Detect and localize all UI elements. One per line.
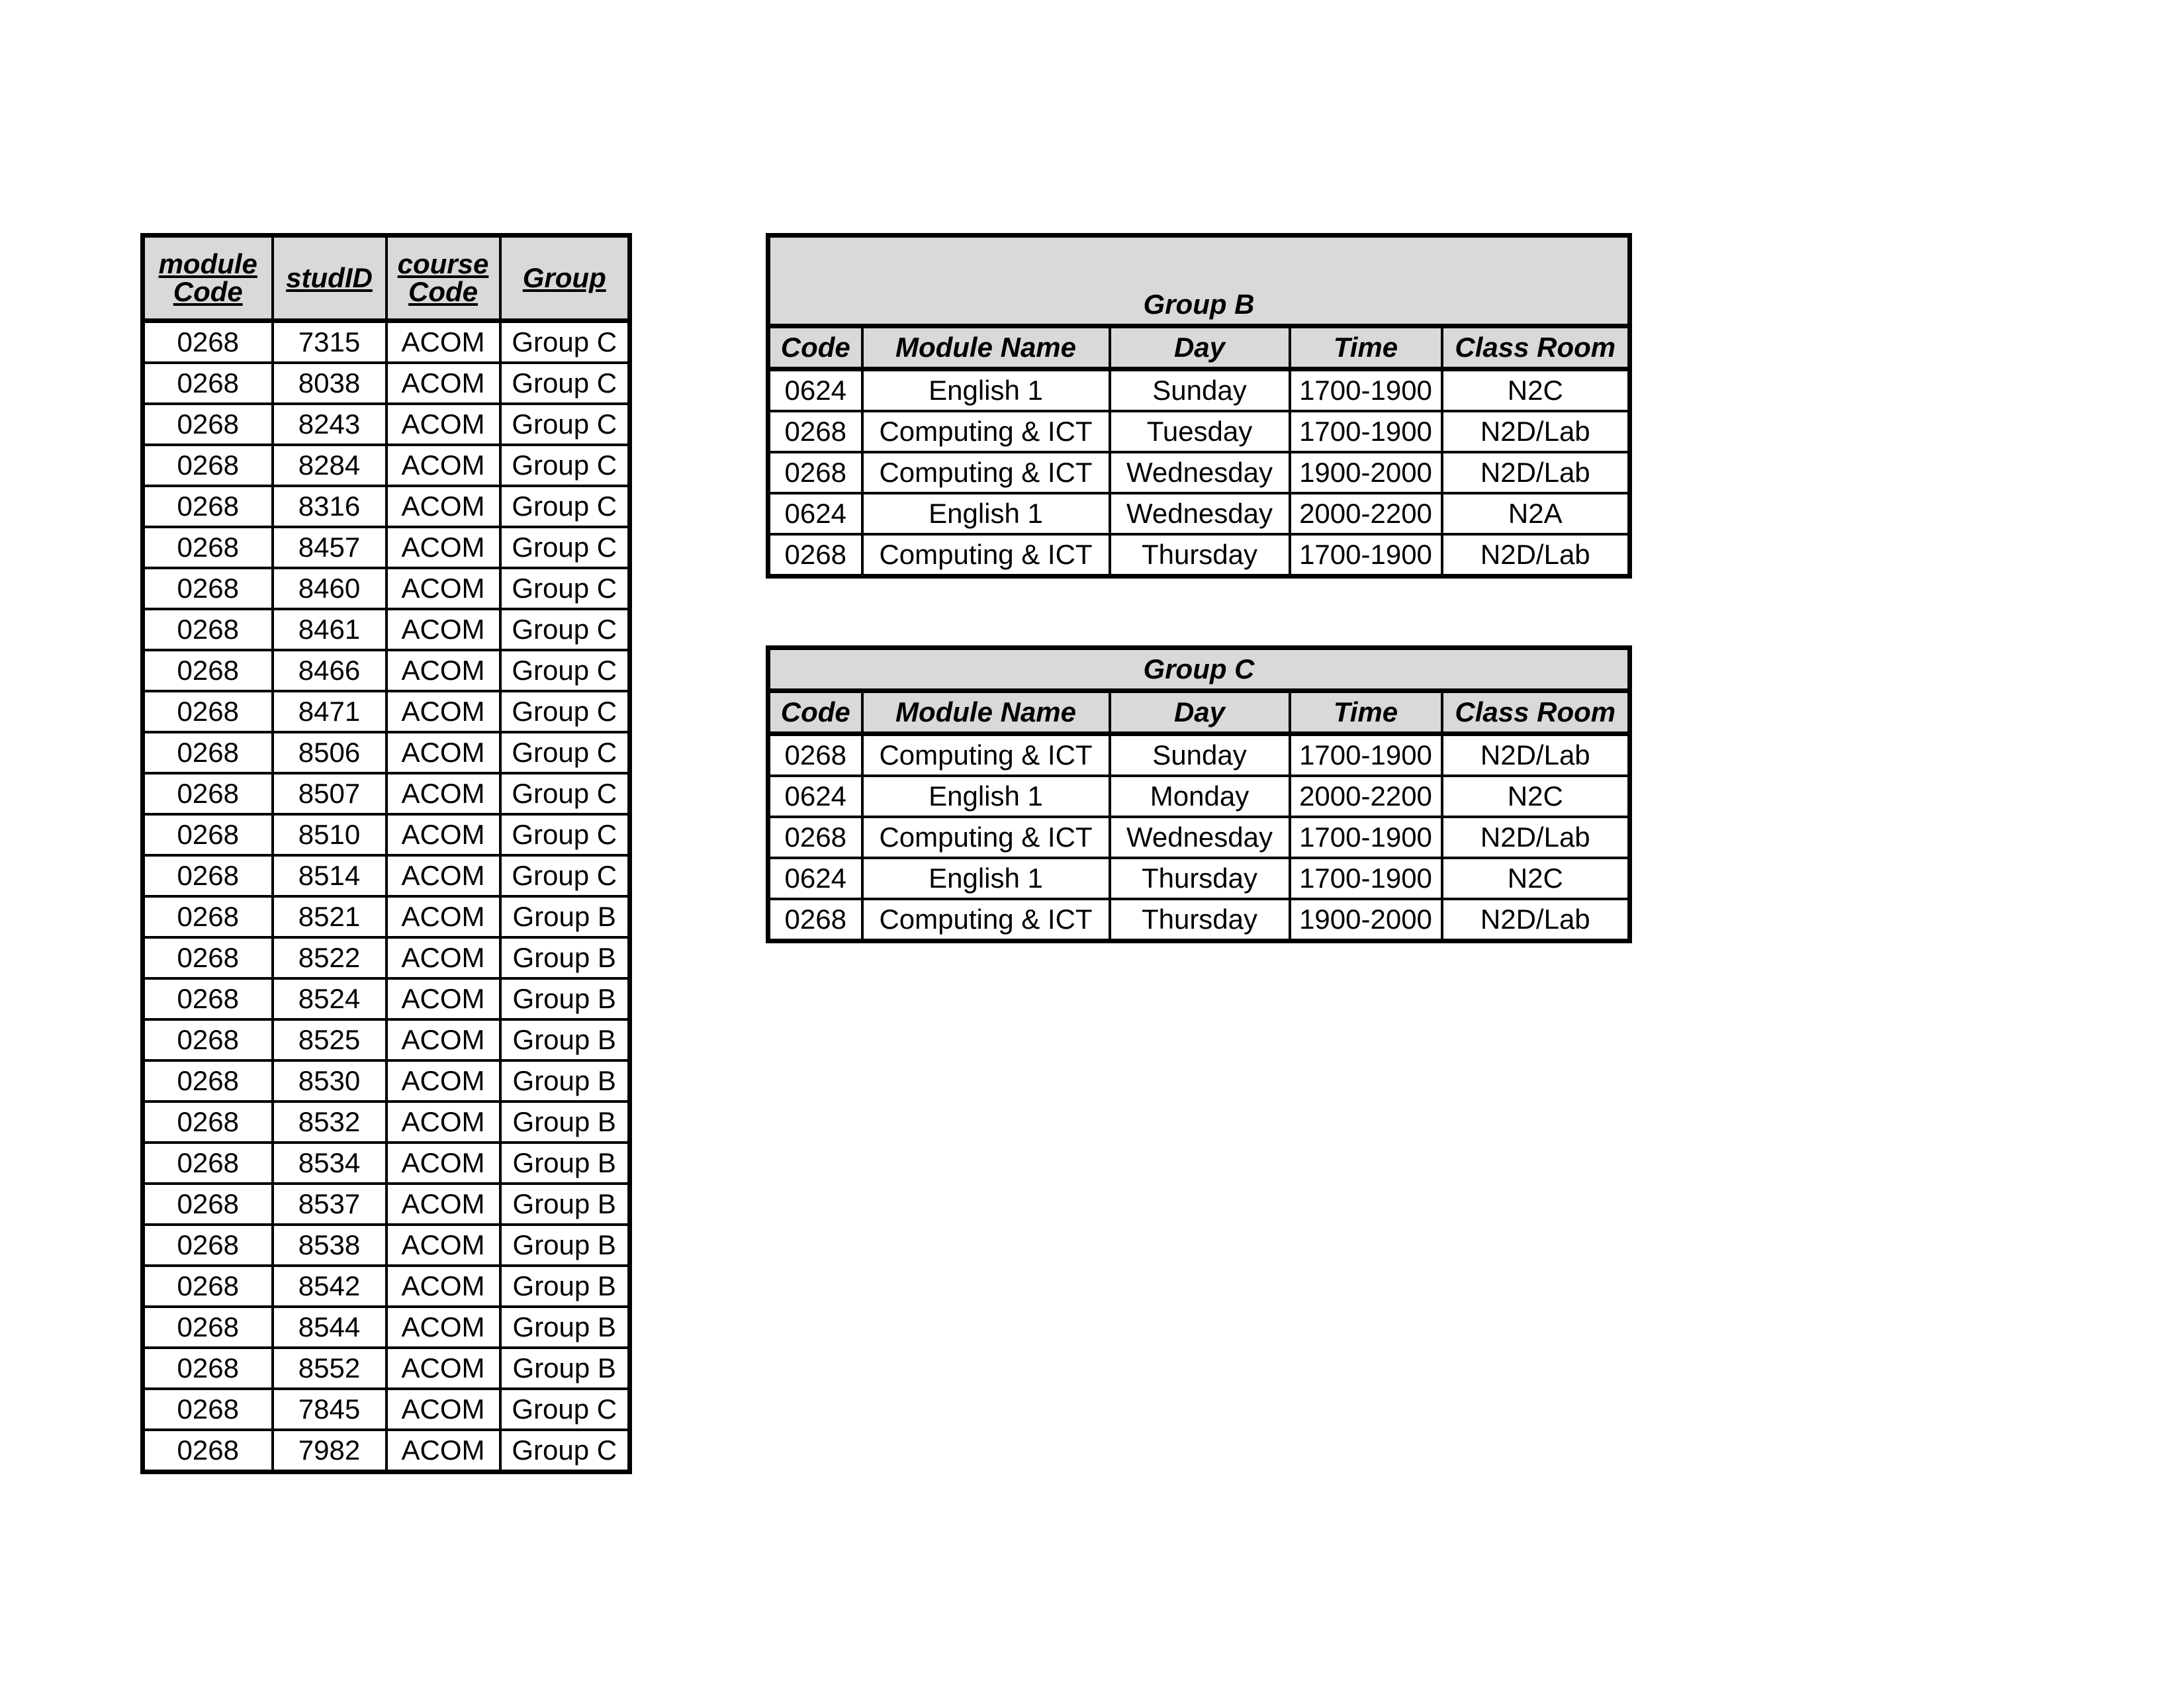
table-cell: 0624 <box>768 776 862 817</box>
header-studid-label: studID <box>286 262 373 293</box>
table-cell: 8506 <box>273 732 387 773</box>
group-b-title-row <box>768 236 1630 326</box>
table-cell: N2C <box>1442 369 1630 412</box>
table-cell: Group C <box>500 1389 630 1430</box>
table-cell: 0268 <box>143 896 273 937</box>
table-cell: English 1 <box>862 776 1110 817</box>
student-row <box>143 1389 630 1430</box>
table-cell: 8538 <box>273 1225 387 1266</box>
table-cell: 0268 <box>143 404 273 445</box>
table-cell: Sunday <box>1110 734 1290 776</box>
table-cell: 2000-2200 <box>1290 493 1442 534</box>
table-cell: ACOM <box>387 445 500 486</box>
table-cell: ACOM <box>387 1060 500 1102</box>
table-cell: 8522 <box>273 937 387 978</box>
student-row <box>143 691 630 732</box>
table-cell: ACOM <box>387 855 500 896</box>
table-cell: Group C <box>500 445 630 486</box>
header-studid <box>273 236 387 321</box>
student-row <box>143 1266 630 1307</box>
header-group <box>500 236 630 321</box>
table-cell: 0268 <box>768 452 862 493</box>
student-row <box>143 1060 630 1102</box>
table-cell: Group B <box>500 1348 630 1389</box>
timetable-row <box>768 858 1630 899</box>
table-cell: 1700-1900 <box>1290 411 1442 452</box>
student-row <box>143 650 630 691</box>
table-cell: 8466 <box>273 650 387 691</box>
student-row <box>143 1307 630 1348</box>
table-cell: 0624 <box>768 369 862 412</box>
table-cell: 0268 <box>143 527 273 568</box>
table-cell: N2D/Lab <box>1442 817 1630 858</box>
table-cell: Group B <box>500 896 630 937</box>
group-b-table-body <box>768 369 1630 577</box>
table-cell: 0268 <box>143 568 273 609</box>
table-cell: 1900-2000 <box>1290 899 1442 941</box>
table-cell: 8038 <box>273 363 387 404</box>
table-cell: Group B <box>500 1143 630 1184</box>
table-cell: ACOM <box>387 568 500 609</box>
table-cell: 0268 <box>143 1143 273 1184</box>
table-cell: ACOM <box>387 404 500 445</box>
table-cell: 0268 <box>768 534 862 577</box>
table-cell: 8471 <box>273 691 387 732</box>
table-cell: 8514 <box>273 855 387 896</box>
student-row <box>143 404 630 445</box>
table-cell: N2A <box>1442 493 1630 534</box>
table-cell: Group C <box>500 404 630 445</box>
table-cell: 0268 <box>143 773 273 814</box>
table-cell: 0268 <box>143 1225 273 1266</box>
table-cell: Group B <box>500 1307 630 1348</box>
table-cell: ACOM <box>387 1102 500 1143</box>
student-row <box>143 363 630 404</box>
table-cell: N2D/Lab <box>1442 734 1630 776</box>
table-cell: 0268 <box>143 1184 273 1225</box>
column-header: Class Room <box>1442 326 1630 369</box>
table-cell: ACOM <box>387 896 500 937</box>
table-cell: Computing & ICT <box>862 899 1110 941</box>
column-header: Time <box>1290 326 1442 369</box>
timetable-row <box>768 734 1630 776</box>
table-cell: 8532 <box>273 1102 387 1143</box>
table-cell: 0624 <box>768 858 862 899</box>
student-row <box>143 1019 630 1060</box>
table-cell: 1700-1900 <box>1290 369 1442 412</box>
table-cell: 8284 <box>273 445 387 486</box>
table-cell: 1700-1900 <box>1290 534 1442 577</box>
student-row <box>143 896 630 937</box>
column-header: Time <box>1290 691 1442 734</box>
student-row <box>143 568 630 609</box>
table-cell: ACOM <box>387 1143 500 1184</box>
table-cell: 8510 <box>273 814 387 855</box>
timetable-row <box>768 817 1630 858</box>
student-row <box>143 445 630 486</box>
timetable-row <box>768 493 1630 534</box>
table-cell: Group C <box>500 1430 630 1472</box>
table-cell: Thursday <box>1110 534 1290 577</box>
table-cell: 8537 <box>273 1184 387 1225</box>
table-cell: 8552 <box>273 1348 387 1389</box>
table-cell: 7845 <box>273 1389 387 1430</box>
student-row <box>143 1143 630 1184</box>
table-cell: Group B <box>500 1266 630 1307</box>
table-cell: 8544 <box>273 1307 387 1348</box>
table-cell: N2D/Lab <box>1442 534 1630 577</box>
student-header-row <box>143 236 630 321</box>
table-cell: Group C <box>500 691 630 732</box>
table-cell: Group C <box>500 527 630 568</box>
student-row <box>143 527 630 568</box>
table-cell: Group C <box>500 486 630 527</box>
table-cell: 0268 <box>143 1019 273 1060</box>
table-cell: Group B <box>500 1019 630 1060</box>
group-c-table-body <box>768 734 1630 941</box>
table-cell: 0268 <box>143 1060 273 1102</box>
table-cell: 0268 <box>143 691 273 732</box>
table-cell: English 1 <box>862 493 1110 534</box>
group-b-timetable <box>766 233 1632 579</box>
table-cell: 8243 <box>273 404 387 445</box>
student-table <box>140 233 632 1474</box>
table-cell: Computing & ICT <box>862 452 1110 493</box>
header-course-code <box>387 236 500 321</box>
column-header: Module Name <box>862 326 1110 369</box>
table-cell: ACOM <box>387 691 500 732</box>
table-cell: Group C <box>500 855 630 896</box>
table-cell: Group C <box>500 650 630 691</box>
table-cell: 0268 <box>143 1389 273 1430</box>
table-cell: Group C <box>500 773 630 814</box>
student-table-body <box>143 321 630 1472</box>
table-cell: ACOM <box>387 486 500 527</box>
table-cell: 0268 <box>143 1307 273 1348</box>
student-row <box>143 1184 630 1225</box>
table-cell: 8525 <box>273 1019 387 1060</box>
table-cell: ACOM <box>387 1430 500 1472</box>
column-header: Module Name <box>862 691 1110 734</box>
column-header: Class Room <box>1442 691 1630 734</box>
table-cell: ACOM <box>387 1184 500 1225</box>
table-cell: 1700-1900 <box>1290 817 1442 858</box>
table-cell: 0268 <box>143 321 273 363</box>
table-cell: 0268 <box>143 486 273 527</box>
table-cell: ACOM <box>387 1225 500 1266</box>
table-cell: ACOM <box>387 527 500 568</box>
table-cell: 8530 <box>273 1060 387 1102</box>
table-cell: 8521 <box>273 896 387 937</box>
table-cell: 8316 <box>273 486 387 527</box>
table-cell: 0268 <box>143 445 273 486</box>
group-c-header-row <box>768 691 1630 734</box>
table-cell: ACOM <box>387 1389 500 1430</box>
table-cell: 8534 <box>273 1143 387 1184</box>
student-row <box>143 1348 630 1389</box>
student-row <box>143 486 630 527</box>
student-row <box>143 321 630 363</box>
table-cell: 1700-1900 <box>1290 734 1442 776</box>
timetable-row <box>768 452 1630 493</box>
table-cell: Group C <box>500 732 630 773</box>
timetable-row <box>768 776 1630 817</box>
table-cell: 0268 <box>768 734 862 776</box>
table-cell: Group B <box>500 1102 630 1143</box>
student-row <box>143 814 630 855</box>
student-row <box>143 1430 630 1472</box>
table-cell: Wednesday <box>1110 493 1290 534</box>
table-cell: Group C <box>500 568 630 609</box>
table-cell: 0268 <box>143 855 273 896</box>
table-cell: Computing & ICT <box>862 734 1110 776</box>
table-cell: ACOM <box>387 1019 500 1060</box>
table-cell: 8542 <box>273 1266 387 1307</box>
table-cell: 0268 <box>143 937 273 978</box>
table-cell: N2D/Lab <box>1442 411 1630 452</box>
student-row <box>143 1225 630 1266</box>
table-cell: Tuesday <box>1110 411 1290 452</box>
table-cell: N2D/Lab <box>1442 452 1630 493</box>
table-cell: Group B <box>500 1184 630 1225</box>
table-cell: Computing & ICT <box>862 411 1110 452</box>
table-cell: Group C <box>500 321 630 363</box>
group-b-header-row <box>768 326 1630 369</box>
table-cell: Group C <box>500 363 630 404</box>
header-course-code-line1: course <box>397 248 489 279</box>
table-cell: ACOM <box>387 1348 500 1389</box>
table-cell: Group C <box>500 814 630 855</box>
table-cell: Group C <box>500 609 630 650</box>
table-cell: ACOM <box>387 321 500 363</box>
group-c-title: Group C <box>768 648 1630 691</box>
table-cell: English 1 <box>862 858 1110 899</box>
table-cell: ACOM <box>387 773 500 814</box>
table-cell: 0268 <box>143 1348 273 1389</box>
table-cell: Group B <box>500 937 630 978</box>
group-c-timetable <box>766 645 1632 943</box>
student-row <box>143 937 630 978</box>
table-cell: ACOM <box>387 978 500 1019</box>
table-cell: ACOM <box>387 363 500 404</box>
table-cell: 0268 <box>143 1430 273 1472</box>
table-cell: 0268 <box>143 1102 273 1143</box>
student-row <box>143 732 630 773</box>
table-cell: 8507 <box>273 773 387 814</box>
table-cell: Wednesday <box>1110 817 1290 858</box>
table-cell: 0268 <box>143 609 273 650</box>
table-cell: 8457 <box>273 527 387 568</box>
table-cell: ACOM <box>387 1307 500 1348</box>
table-cell: English 1 <box>862 369 1110 412</box>
table-cell: Wednesday <box>1110 452 1290 493</box>
column-header: Day <box>1110 691 1290 734</box>
student-row <box>143 609 630 650</box>
student-row <box>143 978 630 1019</box>
table-cell: 8460 <box>273 568 387 609</box>
table-cell: 0268 <box>768 899 862 941</box>
timetable-row <box>768 369 1630 412</box>
table-cell: 2000-2200 <box>1290 776 1442 817</box>
header-module-code <box>143 236 273 321</box>
table-cell: ACOM <box>387 937 500 978</box>
table-cell: Group B <box>500 1060 630 1102</box>
student-row <box>143 855 630 896</box>
table-cell: Computing & ICT <box>862 817 1110 858</box>
table-cell: 1700-1900 <box>1290 858 1442 899</box>
table-cell: 0624 <box>768 493 862 534</box>
table-cell: Computing & ICT <box>862 534 1110 577</box>
header-course-code-line2: Code <box>408 276 478 307</box>
table-cell: ACOM <box>387 1266 500 1307</box>
table-cell: 8524 <box>273 978 387 1019</box>
column-header: Code <box>768 326 862 369</box>
table-cell: N2C <box>1442 858 1630 899</box>
table-cell: 0268 <box>143 732 273 773</box>
table-cell: 0268 <box>768 411 862 452</box>
table-cell: 1900-2000 <box>1290 452 1442 493</box>
table-cell: 0268 <box>143 363 273 404</box>
table-cell: N2C <box>1442 776 1630 817</box>
table-cell: 7982 <box>273 1430 387 1472</box>
group-b-title: Group B <box>768 236 1630 326</box>
table-cell: Sunday <box>1110 369 1290 412</box>
table-cell: 8461 <box>273 609 387 650</box>
table-cell: ACOM <box>387 814 500 855</box>
student-row <box>143 1102 630 1143</box>
timetable-row <box>768 411 1630 452</box>
group-c-title-row <box>768 648 1630 691</box>
table-cell: 0268 <box>143 978 273 1019</box>
column-header: Day <box>1110 326 1290 369</box>
table-cell: Group B <box>500 978 630 1019</box>
table-cell: 0268 <box>143 1266 273 1307</box>
header-module-code-line1: module <box>158 248 257 279</box>
table-cell: Monday <box>1110 776 1290 817</box>
table-cell: 0268 <box>143 650 273 691</box>
header-group-label: Group <box>522 262 606 293</box>
table-cell: 7315 <box>273 321 387 363</box>
table-cell: Group B <box>500 1225 630 1266</box>
timetable-row <box>768 899 1630 941</box>
table-cell: 0268 <box>768 817 862 858</box>
table-cell: ACOM <box>387 609 500 650</box>
student-row <box>143 773 630 814</box>
table-cell: N2D/Lab <box>1442 899 1630 941</box>
table-cell: Thursday <box>1110 899 1290 941</box>
column-header: Code <box>768 691 862 734</box>
table-cell: Thursday <box>1110 858 1290 899</box>
table-cell: ACOM <box>387 732 500 773</box>
timetable-row <box>768 534 1630 577</box>
table-cell: ACOM <box>387 650 500 691</box>
header-module-code-line2: Code <box>173 276 243 307</box>
table-cell: 0268 <box>143 814 273 855</box>
